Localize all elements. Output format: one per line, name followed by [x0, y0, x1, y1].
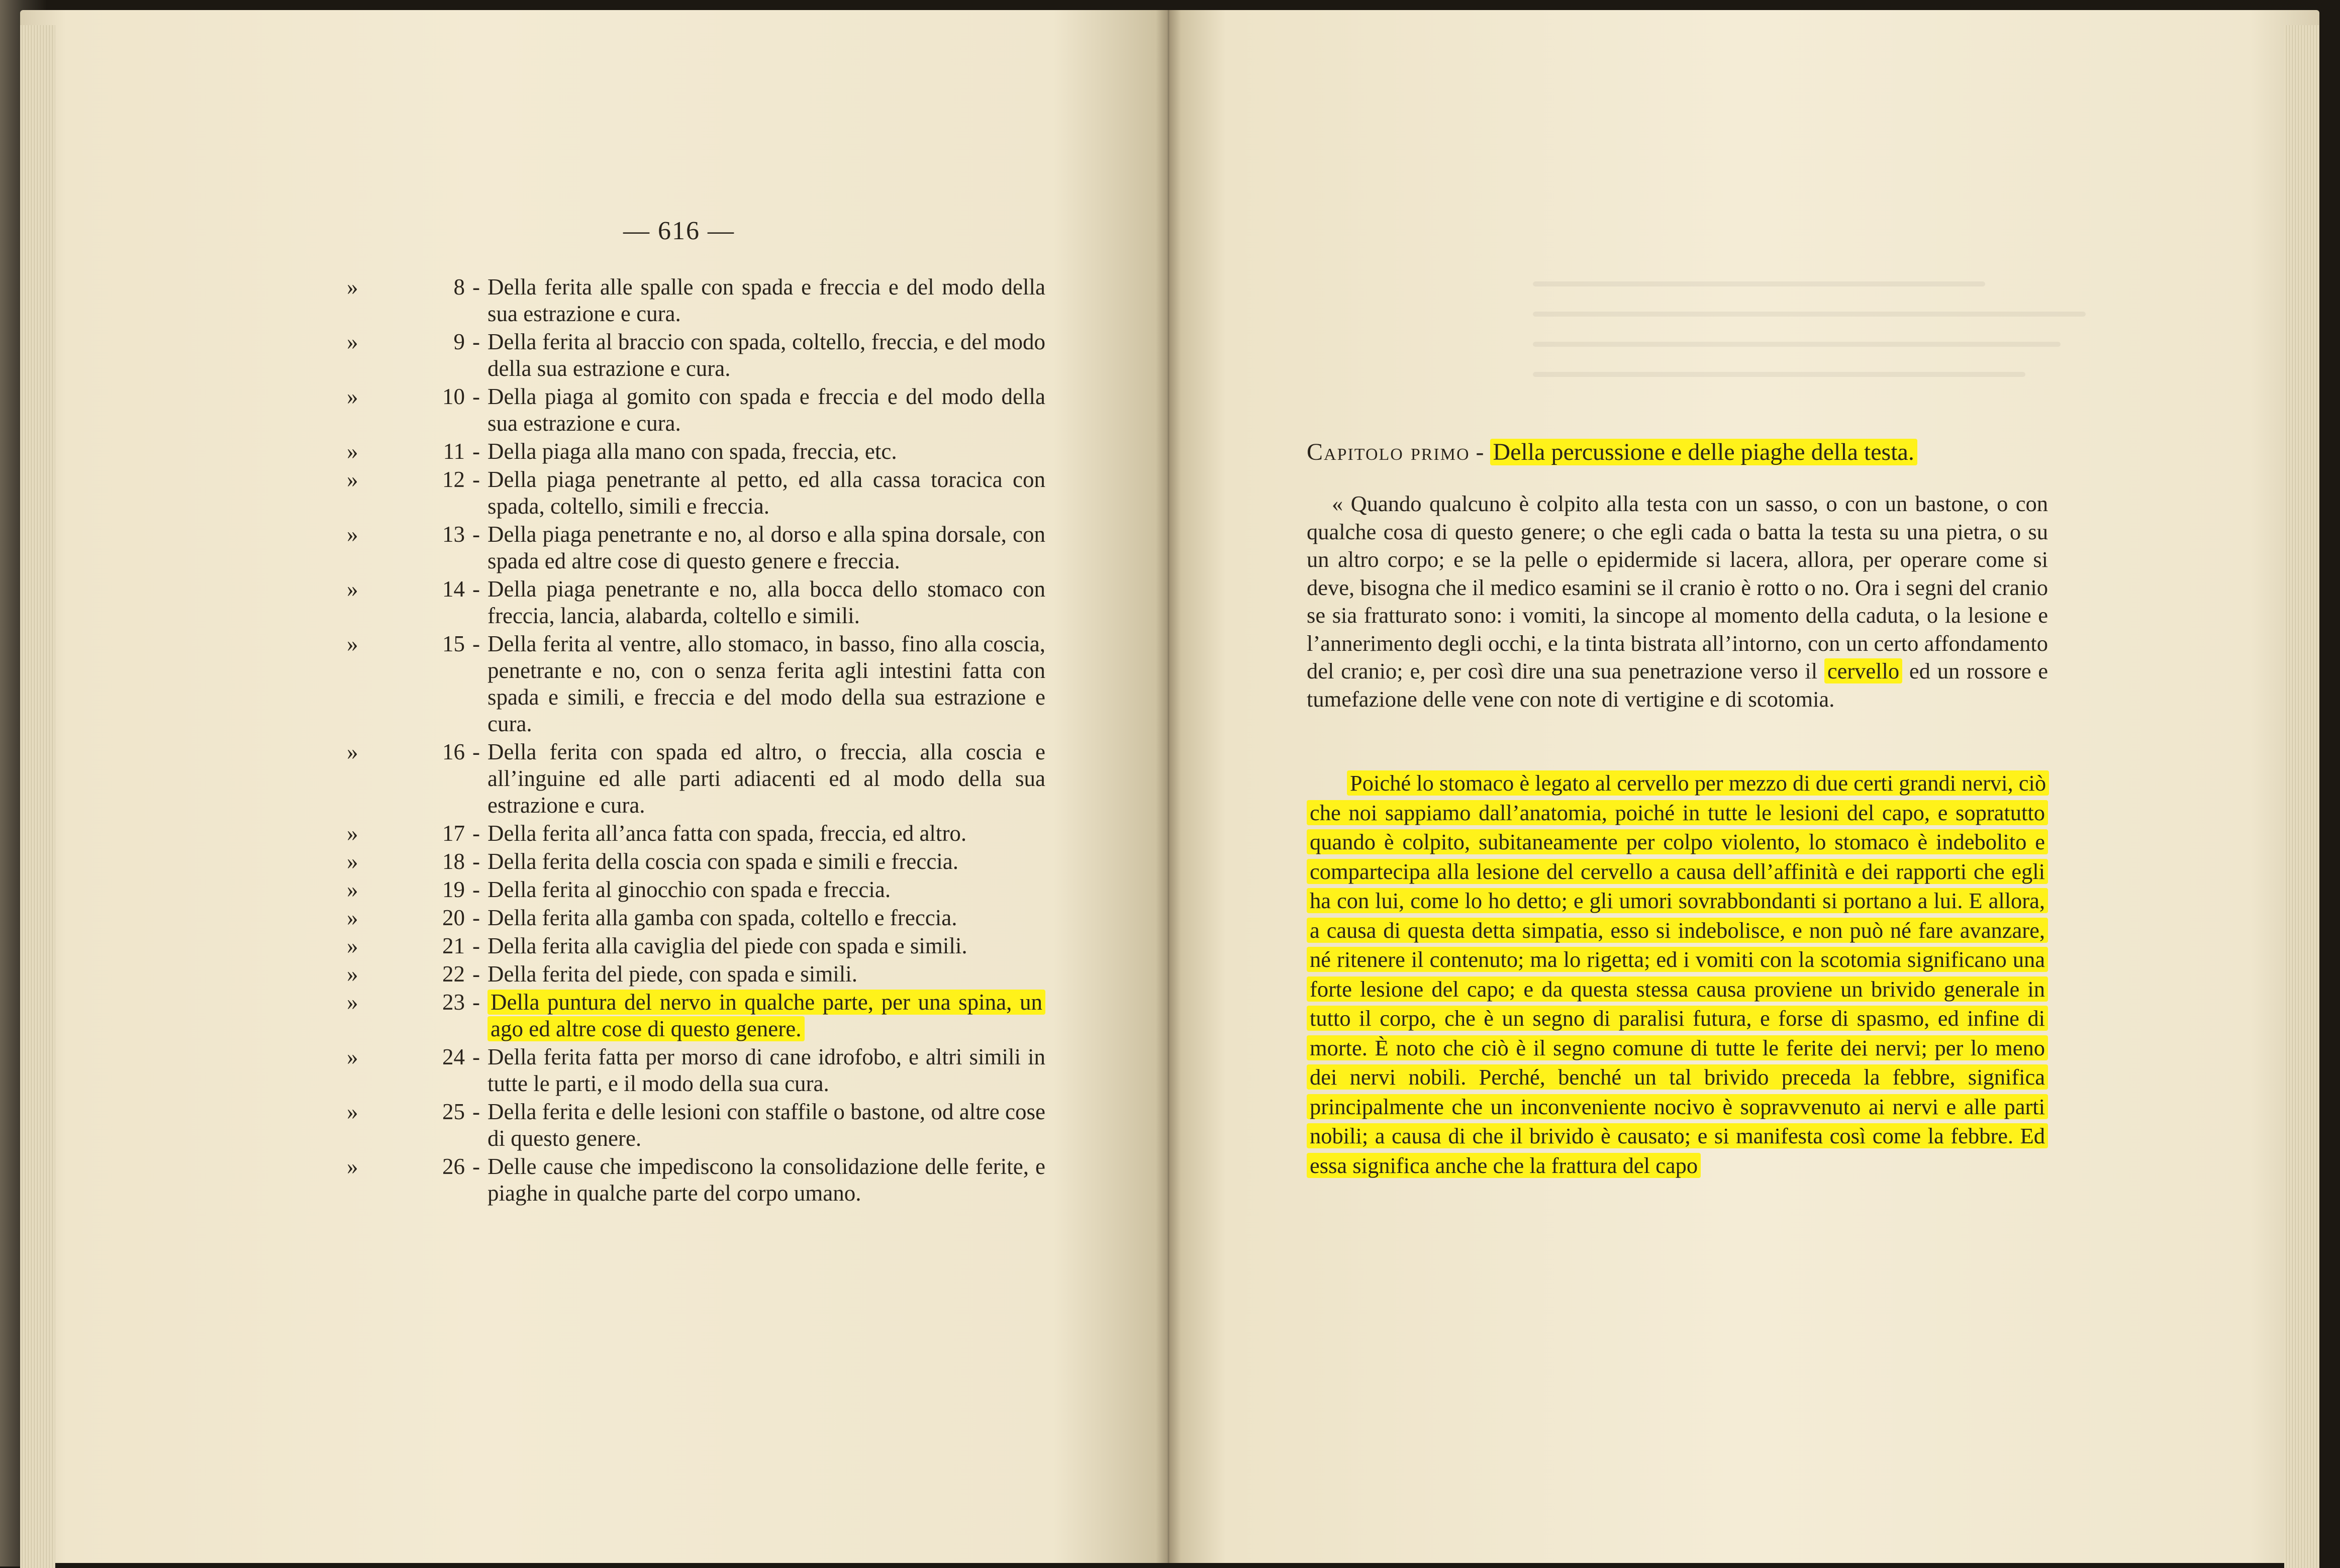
right-page-edge [2284, 25, 2319, 1568]
toc-entry-dash: - [472, 384, 480, 409]
toc-entry [347, 329, 1045, 382]
show-through-text [1533, 281, 1985, 286]
paragraph-1-before: « Quando qualcuno è colpito alla testa con un sasso, o con un bastone, o con qualche cosa di questo genere; o che egli cada o batta la testa su una pietra, o su un altro corpo; e se la pelle o epidermide si lacera, allora, per operare come si deve, bisogna che il medico esamini se il cranio è rotto o no. Ora i segni del cranio se sia fratturato sono: i vomiti, la sincope al momento della caduta, o la lesione e l’annerimento degli occhi, e la tinta bistrata all’intorno, con un certo affondamento del cranio; e, per così dire una sua penetrazione verso il [1307, 491, 2048, 683]
toc-entry-number: 11 [443, 439, 465, 464]
toc-entry-dash: - [472, 990, 480, 1015]
toc-entry-text [488, 1099, 1045, 1152]
toc-entry-text-content: Della ferita alla caviglia del piede con spada e simili. [488, 933, 967, 958]
chapter-dash: - [1470, 439, 1490, 465]
toc-ditto-mark: » [347, 990, 358, 1015]
toc-entry [347, 1044, 1045, 1097]
toc-entry-text-content: Della ferita della coscia con spada e simili e freccia. [488, 849, 959, 874]
toc-entry-text [488, 739, 1045, 819]
toc-entry-text-content: Della ferita all’anca fatta con spada, freccia, ed altro. [488, 821, 967, 846]
toc-entry [347, 739, 1045, 819]
toc-entry-number: 15 [442, 631, 465, 656]
toc-ditto-mark: » [347, 631, 358, 656]
toc-entry-dash: - [472, 274, 480, 300]
toc-entry [347, 1153, 1045, 1207]
show-through-text [1533, 372, 2025, 377]
toc-entry-text-highlighted: Della puntura del nervo in qualche parte, per una spina, un ago ed altre cose di questo genere. [488, 990, 1045, 1041]
toc-entry-number: 21 [442, 933, 465, 958]
toc-entry-dash: - [472, 1099, 480, 1124]
toc-entry [347, 1099, 1045, 1152]
toc-entry-number: 25 [442, 1099, 465, 1124]
toc-entry-text-content: Della ferita alla gamba con spada, coltello e freccia. [488, 905, 957, 930]
toc-entry-dash: - [472, 439, 480, 464]
toc-entry-dash: - [472, 467, 480, 492]
paragraph-2-highlighted: Poiché lo stomaco è legato al cervello per mezzo di due certi grandi nervi, ciò che noi sappiamo dall’anatomia, poiché in tutte le lesioni del capo, e sopratutto quando è colpito, subitaneamente per colpo violento, lo stomaco è indebolito e compartecipa alla lesione del cervello a causa dell’affinità e dei rapporti che egli ha con lui, come lo ho detto; e gli umori sovrabbondanti si portano a lui. E allora, a causa di questa detta simpatia, esso si indebolisce, e non può né fare avanzare, né ritenere il contenuto; ma lo rigetta; ed i vomiti con la scotomia significano una forte lesione del capo; e da questa stessa causa proviene un brivido generale in tutto il corpo, che è un segno di paralisi futura, e forse di spasmo, ed infine di morte. È noto che ciò è il segno comune di tutte le ferite dei nervi; per lo meno dei nervi nobili. Perché, benché un tal brivido preceda la febbre, significa principalmente che un inconveniente nocivo è sopravvenuto ai nervi e alle parti nobili; a causa di che il brivido è causato; e si manifesta così come la febbre. Ed essa significa anche che la frattura del capo [1307, 770, 2049, 1178]
toc-ditto-mark: » [347, 384, 358, 409]
table-of-contents [347, 274, 1045, 1208]
toc-entry-text [488, 329, 1045, 382]
toc-entry-number: 8 [453, 274, 465, 300]
toc-entry-text [488, 933, 1045, 959]
paragraph-1-after: ed un rossore e tumefazione delle vene con note di vertigine e di scotomia. [1307, 658, 2048, 712]
toc-entry-text-content: Delle cause che impediscono la consolidazione delle ferite, e piaghe in qualche parte del corpo umano. [488, 1154, 1045, 1206]
toc-entry-number: 14 [442, 576, 465, 602]
toc-entry [347, 576, 1045, 629]
toc-ditto-mark: » [347, 329, 358, 354]
toc-ditto-mark: » [347, 522, 358, 547]
toc-entry-text [488, 905, 1045, 931]
toc-entry-text [488, 576, 1045, 629]
toc-entry-text-content: Della ferita con spada ed altro, o freccia, alla coscia e all’inguine ed alle parti adiacenti ed al modo della sua estrazione e cura. [488, 739, 1045, 818]
toc-entry-number: 16 [442, 739, 465, 764]
toc-entry-text [488, 876, 1045, 903]
paragraph-1 [1307, 490, 2048, 713]
show-through-text [1533, 312, 2086, 317]
toc-ditto-mark: » [347, 877, 358, 902]
left-page-edge [20, 25, 55, 1568]
toc-entry-text-content: Della ferita al braccio con spada, coltello, freccia, e del modo della sua estrazione e cura. [488, 329, 1045, 381]
paragraph-2 [1307, 768, 2048, 1180]
toc-entry-text-content: Della piaga penetrante e no, al dorso e alla spina dorsale, con spada ed altre cose di questo genere e freccia. [488, 522, 1045, 573]
toc-entry-text-content: Della piaga alla mano con spada, freccia, etc. [488, 439, 897, 464]
toc-entry-dash: - [472, 961, 480, 987]
toc-ditto-mark: » [347, 849, 358, 874]
toc-ditto-mark: » [347, 739, 358, 764]
toc-entry [347, 274, 1045, 327]
toc-entry-text-content: Della ferita al ginocchio con spada e freccia. [488, 877, 891, 902]
toc-entry-dash: - [472, 631, 480, 656]
chapter-title-highlighted: Della percussione e delle piaghe della testa. [1490, 439, 1917, 465]
toc-entry-text [488, 438, 1045, 465]
toc-entry-dash: - [472, 849, 480, 874]
toc-entry [347, 466, 1045, 520]
chapter-label: Capitolo primo [1307, 439, 1470, 465]
toc-entry-text [488, 848, 1045, 875]
toc-entry-text [488, 820, 1045, 847]
toc-entry-text-content: Della ferita e delle lesioni con staffile o bastone, od altre cose di questo genere. [488, 1099, 1045, 1151]
show-through-text [1533, 342, 2061, 347]
toc-ditto-mark: » [347, 467, 358, 492]
toc-entry-dash: - [472, 905, 480, 930]
toc-entry-number: 19 [442, 877, 465, 902]
toc-entry-number: 18 [442, 849, 465, 874]
toc-entry [347, 876, 1045, 903]
toc-entry-text [488, 1153, 1045, 1207]
toc-entry-text-content: Della ferita al ventre, allo stomaco, in basso, fino alla coscia, penetrante e no, con o senza ferita agli intestini fatta con spada e simili, e freccia e del modo della sua estrazione e cura. [488, 631, 1045, 736]
toc-entry-number: 17 [442, 821, 465, 846]
toc-entry [347, 383, 1045, 437]
toc-ditto-mark: » [347, 961, 358, 987]
toc-entry-number: 12 [442, 467, 465, 492]
toc-entry-number: 13 [442, 522, 465, 547]
toc-entry-dash: - [472, 877, 480, 902]
toc-entry-text [488, 274, 1045, 327]
toc-entry-dash: - [472, 329, 480, 354]
toc-entry [347, 521, 1045, 574]
toc-entry [347, 989, 1045, 1042]
toc-entry-dash: - [472, 576, 480, 602]
toc-entry-text [488, 383, 1045, 437]
toc-ditto-mark: » [347, 821, 358, 846]
toc-entry [347, 961, 1045, 988]
toc-entry-dash: - [472, 1044, 480, 1069]
toc-entry-text [488, 466, 1045, 520]
toc-entry-text-content: Della piaga penetrante e no, alla bocca dello stomaco con freccia, lancia, alabarda, coltello e simili. [488, 576, 1045, 628]
toc-entry-number: 24 [442, 1044, 465, 1069]
toc-ditto-mark: » [347, 905, 358, 930]
toc-entry-number: 22 [442, 961, 465, 987]
toc-ditto-mark: » [347, 933, 358, 958]
toc-entry-number: 23 [442, 990, 465, 1015]
toc-ditto-mark: » [347, 1044, 358, 1069]
toc-entry [347, 820, 1045, 847]
toc-entry-text [488, 521, 1045, 574]
toc-ditto-mark: » [347, 439, 358, 464]
toc-entry [347, 848, 1045, 875]
toc-entry [347, 438, 1045, 465]
toc-entry-dash: - [472, 522, 480, 547]
toc-entry-number: 20 [442, 905, 465, 930]
toc-entry-dash: - [472, 821, 480, 846]
toc-entry-number: 9 [453, 329, 465, 354]
toc-entry-text [488, 961, 1045, 988]
toc-entry-text [488, 631, 1045, 737]
toc-entry-text [488, 1044, 1045, 1097]
toc-entry-text-content: Della ferita fatta per morso di cane idrofobo, e altri simili in tutte le parti, e il modo della sua cura. [488, 1044, 1045, 1096]
toc-entry [347, 905, 1045, 931]
toc-ditto-mark: » [347, 274, 358, 300]
toc-ditto-mark: » [347, 576, 358, 602]
toc-ditto-mark: » [347, 1099, 358, 1124]
toc-entry-dash: - [472, 933, 480, 958]
paragraph-1-highlight: cervello [1824, 658, 1902, 683]
toc-entry-number: 10 [442, 384, 465, 409]
toc-entry-text-content: Della piaga al gomito con spada e freccia e del modo della sua estrazione e cura. [488, 384, 1045, 436]
page-number: — 616 — [623, 217, 735, 245]
toc-entry-text-content: Della ferita alle spalle con spada e freccia e del modo della sua estrazione e cura. [488, 274, 1045, 326]
toc-entry-number: 26 [442, 1154, 465, 1179]
toc-entry-text-content: Della ferita del piede, con spada e simili. [488, 961, 857, 987]
book-spine [1156, 10, 1181, 1563]
toc-entry-text-content: Della piaga penetrante al petto, ed alla cassa toracica con spada, coltello, simili e freccia. [488, 467, 1045, 519]
toc-entry [347, 933, 1045, 959]
toc-entry-dash: - [472, 739, 480, 764]
toc-entry-text [488, 989, 1045, 1042]
toc-entry-dash: - [472, 1154, 480, 1179]
toc-ditto-mark: » [347, 1154, 358, 1179]
toc-entry [347, 631, 1045, 737]
chapter-heading [1307, 437, 2035, 467]
